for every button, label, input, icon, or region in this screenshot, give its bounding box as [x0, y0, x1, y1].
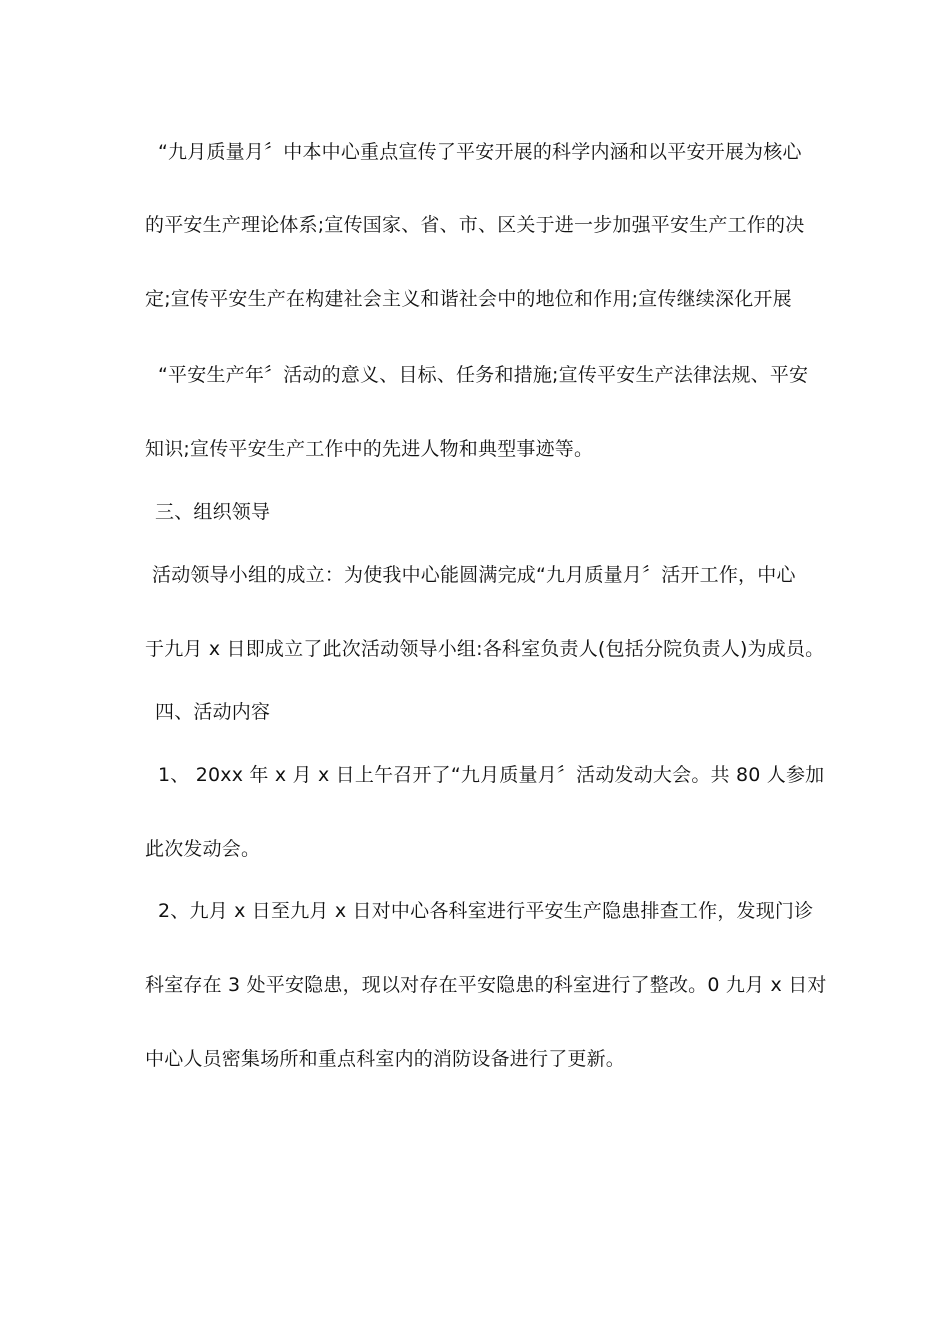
paragraph-line: “九月质量月〞中本中心重点宣传了平安开展的科学内涵和以平安开展为核心: [158, 141, 802, 163]
list-item-line: 2、九月 x 日至九月 x 日对中心各科室进行平安生产隐患排查工作，发现门诊: [158, 900, 814, 922]
list-item-line: 科室存在 3 处平安隐患，现以对存在平安隐患的科室进行了整改。0 九月 x 日对: [145, 974, 827, 996]
paragraph-line: 知识;宣传平安生产工作中的先进人物和典型事迹等。: [145, 438, 594, 460]
paragraph-line: 活动领导小组的成立：为使我中心能圆满完成“九月质量月〞活开工作，中心: [152, 564, 796, 586]
list-item-line: 此次发动会。: [145, 838, 261, 860]
list-item-line: 中心人员密集场所和重点科室内的消防设备进行了更新。: [145, 1048, 626, 1070]
paragraph-line: 于九月 x 日即成立了此次活动领导小组:各科室负责人(包括分院负责人)为成员。: [145, 638, 825, 660]
paragraph-line: “平安生产年〞活动的意义、目标、任务和措施;宣传平安生产法律法规、平安: [158, 364, 809, 386]
paragraph-line: 的平安生产理论体系;宣传国家、省、市、区关于进一步加强平安生产工作的决: [145, 214, 805, 236]
paragraph-line: 定;宣传平安生产在构建社会主义和谐社会中的地位和作用;宣传继续深化开展: [145, 288, 792, 310]
section-heading: 四、活动内容: [155, 701, 271, 723]
section-heading: 三、组织领导: [155, 501, 271, 523]
list-item-line: 1、 20xx 年 x 月 x 日上午召开了“九月质量月〞活动发动大会。共 80 人参加: [158, 764, 825, 786]
